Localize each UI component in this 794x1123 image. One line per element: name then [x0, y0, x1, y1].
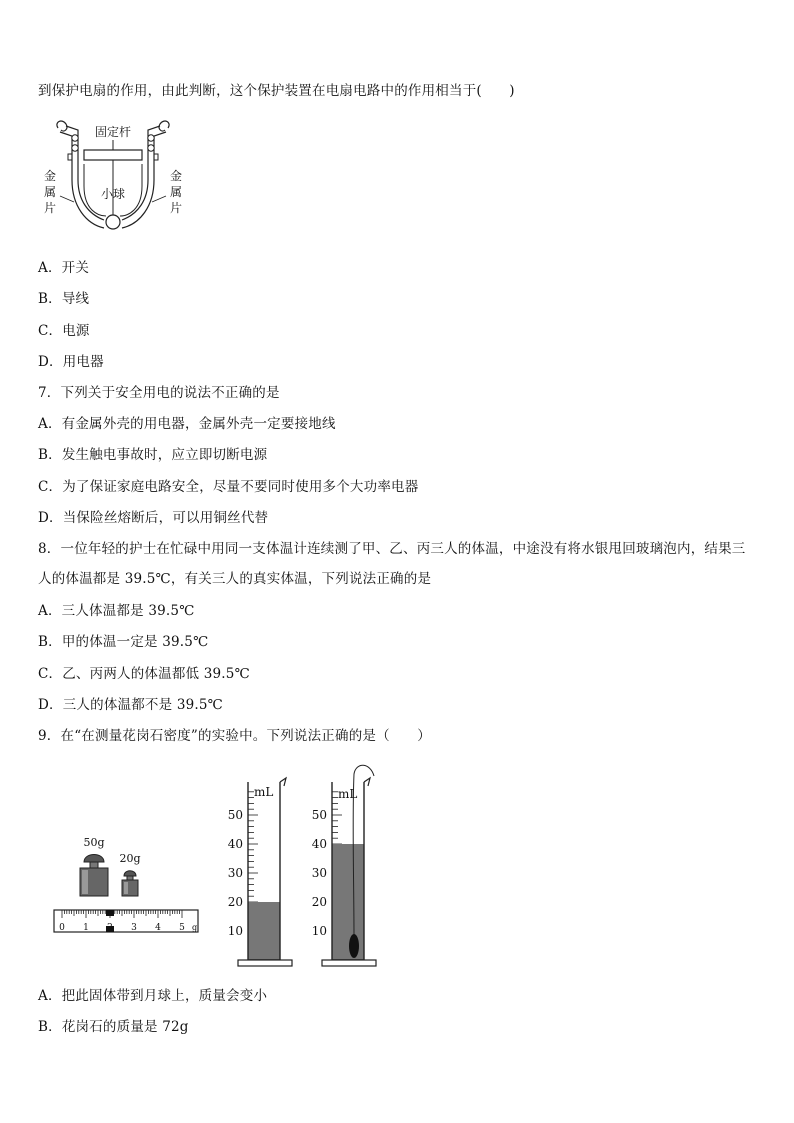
cylinder-scale-label: 10	[227, 924, 243, 938]
cylinder-before-unit: mL	[254, 785, 274, 799]
cylinder-before-water	[248, 902, 280, 960]
cylinder-after-water	[332, 844, 364, 960]
metal-plate-right-1: 金	[169, 169, 183, 183]
cylinder-scale-label: 20	[227, 895, 243, 909]
ruler-tick-label: 1	[83, 923, 89, 933]
cylinder-scale-label: 10	[311, 924, 327, 938]
q9-option-b: B．花岗石的质量是 72g	[38, 1019, 189, 1035]
q8-option-d: D．三人的体温都不是 39.5℃	[38, 697, 223, 713]
q6-option-b: B．导线	[38, 291, 90, 307]
cylinder-before-figure	[212, 776, 302, 972]
ruler-tick-label: 4	[155, 923, 161, 933]
balance-ruler	[54, 910, 198, 932]
protection-device-figure	[38, 116, 188, 246]
q8-stem-line2: 人的体温都是 39.5℃，有关三人的真实体温，下列说法正确的是	[38, 571, 432, 587]
metal-plate-right-2: 属	[169, 185, 183, 199]
q7-option-b: B．发生触电事故时，应立即切断电源	[38, 447, 268, 463]
weight-20g-label: 20g	[119, 852, 141, 865]
cylinder-scale-label: 20	[311, 895, 327, 909]
q8-option-a: A．三人体温都是 39.5℃	[38, 603, 195, 619]
weight-20g	[124, 871, 136, 876]
granite-stone	[349, 934, 359, 958]
q6-option-c: C．电源	[38, 323, 90, 339]
cylinder-scale-label: 50	[311, 808, 327, 822]
metal-plate-left-2: 属	[43, 185, 57, 199]
weights-and-slider-figure	[52, 832, 202, 942]
q9-stem: 9．在“在测量花岗石密度”的实验中。下列说法正确的是（ ）	[38, 728, 431, 744]
q6-option-d: D．用电器	[38, 354, 104, 370]
ruler-tick-label: 0	[59, 923, 65, 933]
cylinder-scale-label: 40	[311, 837, 327, 851]
metal-plate-left-3: 片	[43, 201, 57, 215]
q7-option-d: D．当保险丝熔断后，可以用铜丝代替	[38, 510, 269, 526]
cylinder-after-unit: mL	[338, 787, 358, 801]
metal-plate-right-3: 片	[169, 201, 183, 215]
q6-continuation: 到保护电扇的作用，由此判断，这个保护装置在电扇电路中的作用相当于( )	[38, 83, 515, 99]
ball-label: 小球	[100, 187, 126, 201]
weight-50g	[84, 855, 104, 863]
metal-plate-left-1: 金	[43, 169, 57, 183]
cylinder-scale-label: 50	[227, 808, 243, 822]
q9-option-a: A．把此固体带到月球上，质量会变小	[38, 988, 268, 1004]
q8-option-b: B．甲的体温一定是 39.5℃	[38, 634, 209, 650]
q6-option-a: A．开关	[38, 260, 90, 276]
q7-option-a: A．有金属外壳的用电器，金属外壳一定要接地线	[38, 416, 336, 432]
ruler-tick-label: 3	[131, 923, 137, 933]
fixed-rod-label: 固定杆	[94, 125, 132, 139]
ruler-tick-label: 5	[179, 923, 185, 933]
q8-stem-line1: 8．一位年轻的护士在忙碌中用同一支体温计连续测了甲、乙、丙三人的体温，中途没有将水银甩回玻璃泡内，结果三	[38, 541, 746, 557]
cylinder-after-figure	[296, 760, 396, 972]
q7-stem: 7．下列关于安全用电的说法不正确的是	[38, 385, 280, 401]
cylinder-scale-label: 40	[227, 837, 243, 851]
cylinder-scale-label: 30	[227, 866, 243, 880]
q8-option-c: C．乙、丙两人的体温都低 39.5℃	[38, 666, 250, 682]
weight-50g-label: 50g	[83, 836, 105, 849]
ruler-unit: g	[192, 923, 198, 932]
balance-slider	[106, 910, 114, 916]
cylinder-scale-label: 30	[311, 866, 327, 880]
q7-option-c: C．为了保证家庭电路安全，尽量不要同时使用多个大功率电器	[38, 479, 419, 495]
